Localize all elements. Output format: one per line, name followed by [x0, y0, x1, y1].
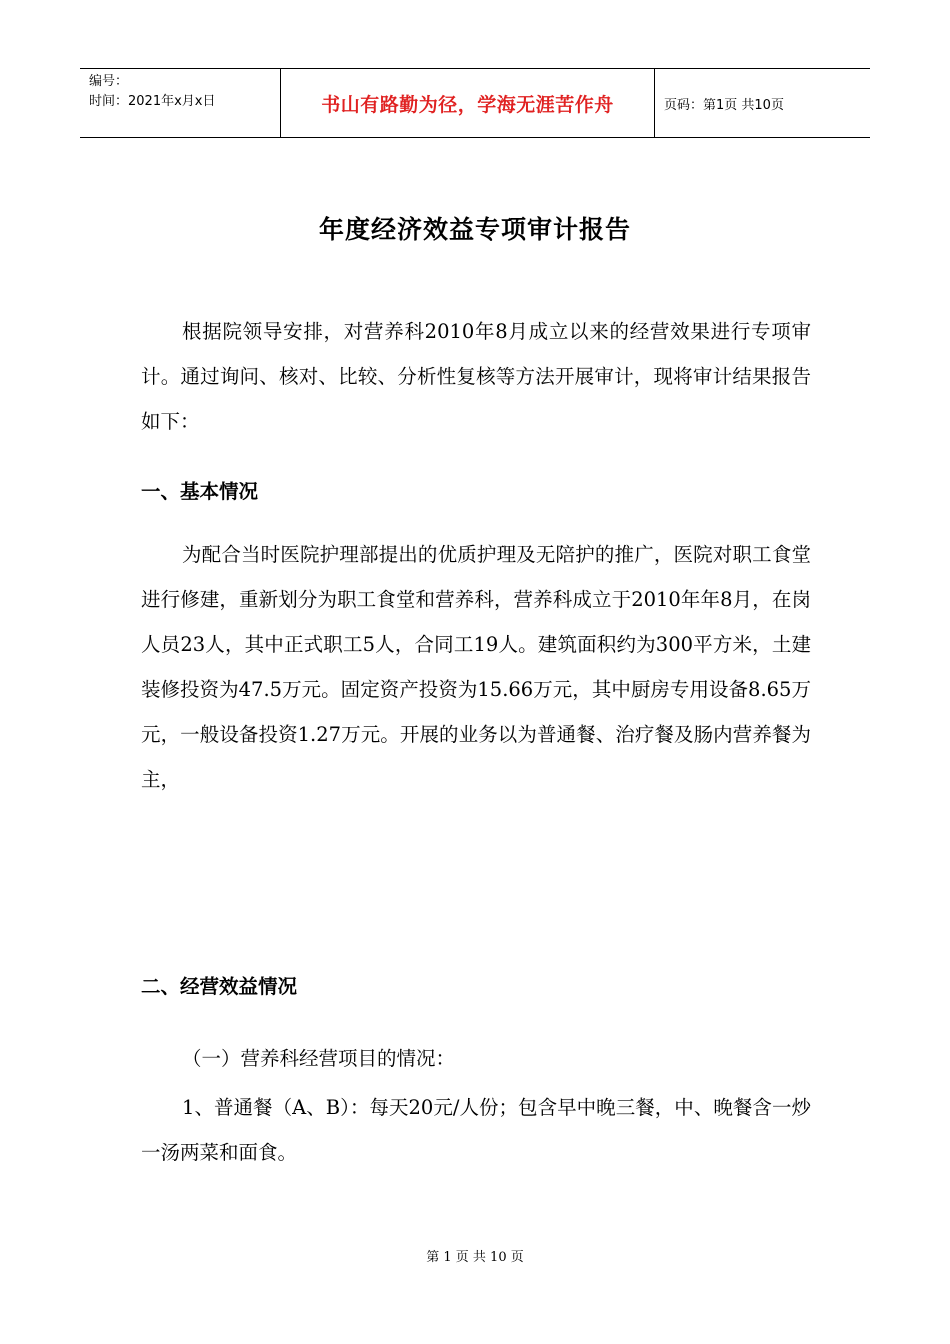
- motto: 书山有路勤为径，学海无涯苦作舟: [321, 93, 614, 116]
- header-page-cell: [655, 69, 870, 137]
- number-label: 编号：: [89, 74, 129, 89]
- header-meta: [80, 69, 281, 137]
- date-label: 时间：2021年x月x日: [89, 94, 216, 109]
- page-info: 页码：第1页 共10页: [664, 97, 784, 113]
- page-footer: 第 1 页 共 10 页: [426, 1250, 524, 1265]
- document-header: [80, 68, 870, 138]
- document-title: 年度经济效益专项审计报告: [318, 215, 631, 244]
- basic-paragraph: 为配合当时医院护理部提出的优质护理及无陪护的推广，医院对职工食堂进行修建，重新划分为职工食堂和营养科，营养科成立于2010年年8月，在岗人员23人，其中正式职工5人，合同工19人。建筑面积约为300平方米，土建装修投资为47.5万元。固定资产投资为15.66万元，其中厨房专用设备8.65万元，一般设备投资1.27万元。开展的业务以为普通餐、治疗餐及肠内营养餐为主，: [141, 543, 811, 791]
- header-motto-cell: [281, 69, 655, 137]
- section-heading-basic: 一、基本情况: [141, 480, 259, 503]
- intro-block: [141, 309, 811, 444]
- section-basic-body: [141, 532, 811, 802]
- intro-paragraph: 根据院领导安排，对营养科2010年8月成立以来的经营效果进行专项审计。通过询问、核对、比较、分析性复核等方法开展审计，现将审计结果报告如下：: [141, 320, 811, 433]
- sub-heading-paragraph: （一）营养科经营项目的情况：: [182, 1047, 456, 1070]
- item-paragraph: 1、普通餐（A、B）：每天20元/人份；包含早中晚三餐，中、晚餐含一炒一汤两菜和面食。: [141, 1096, 811, 1164]
- section-heading-benefit: 二、经营效益情况: [141, 975, 298, 998]
- section-benefit-body: [141, 1032, 811, 1175]
